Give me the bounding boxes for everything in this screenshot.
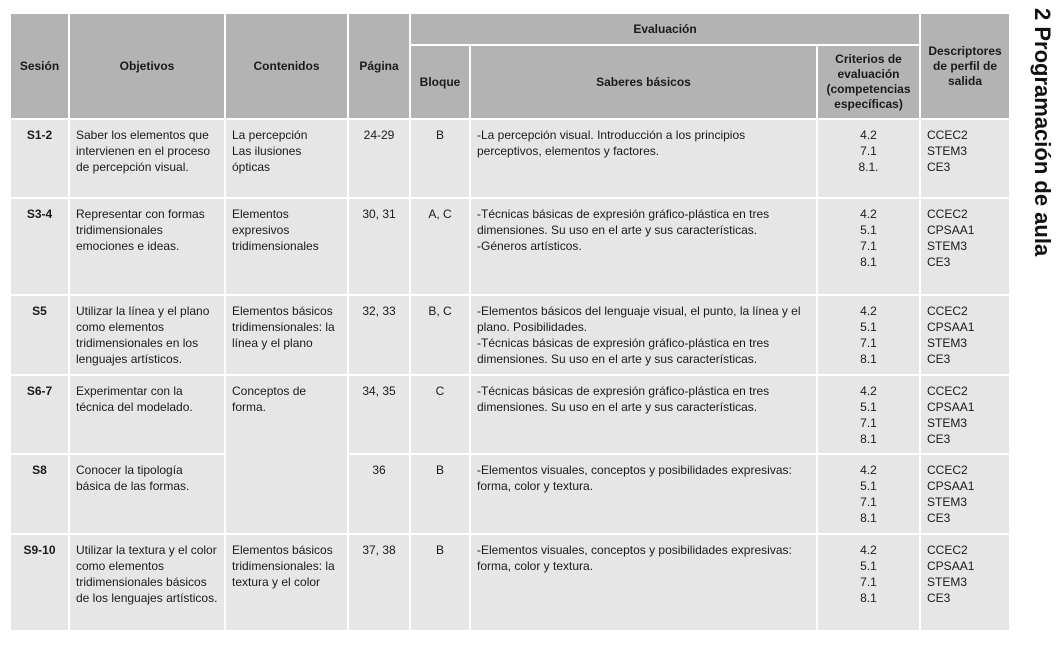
saberes-cell (470, 295, 817, 375)
contenidos-line: Elementos básicos tridimensionales: la línea y el plano (232, 304, 335, 350)
pagina-cell: 36 (348, 454, 410, 534)
section-title-vertical (1019, 8, 1059, 278)
contenidos-line: La percepción (232, 128, 308, 142)
criterio-value: 4.2 (860, 384, 877, 398)
pagina-cell: 24-29 (348, 119, 410, 198)
pagina-cell: 37, 38 (348, 534, 410, 631)
criterio-value: 8.1 (860, 352, 877, 366)
descriptor-value: CE3 (927, 255, 951, 269)
bloque-cell: B (410, 454, 470, 534)
criterio-value: 7.1 (860, 575, 877, 589)
contenidos-cell (225, 295, 348, 375)
header-evaluacion: Evaluación (410, 13, 920, 45)
objetivos-cell: Saber los elementos que intervienen en el proceso de percepción visual. (69, 119, 225, 198)
header-bloque: Bloque (410, 45, 470, 119)
descriptor-value: STEM3 (927, 144, 968, 158)
contenidos-line: Elementos expresivos tridimensionales (232, 207, 319, 253)
descriptor-value: CCEC2 (927, 384, 968, 398)
criterios-cell (817, 375, 920, 454)
descriptores-cell (920, 198, 1010, 295)
criterio-value: 4.2 (860, 463, 877, 477)
criterio-value: 8.1 (860, 255, 877, 269)
descriptor-value: CPSAA1 (927, 223, 975, 237)
objetivos-cell: Representar con formas tridimensionales emociones e ideas. (69, 198, 225, 295)
contenidos-line: Elementos básicos tridimensionales: la textura y el color (232, 543, 335, 589)
descriptores-cell (920, 454, 1010, 534)
saberes-cell (470, 375, 817, 454)
pagina-cell: 30, 31 (348, 198, 410, 295)
section-title: 2 Programación de aula (1030, 8, 1055, 257)
criterios-cell (817, 119, 920, 198)
criterios-cell (817, 534, 920, 631)
descriptores-cell (920, 119, 1010, 198)
pagina-cell: 32, 33 (348, 295, 410, 375)
descriptor-value: CE3 (927, 160, 951, 174)
criterio-value: 7.1 (860, 144, 877, 158)
criterio-value: 5.1 (860, 223, 877, 237)
contenidos-line: Las ilusiones ópticas (232, 144, 302, 174)
saberes-line: -Géneros artísticos. (477, 239, 582, 253)
descriptor-value: STEM3 (927, 495, 968, 509)
table-row (10, 295, 1010, 375)
descriptor-value: STEM3 (927, 416, 968, 430)
descriptor-value: CCEC2 (927, 543, 968, 557)
table-row (10, 375, 1010, 454)
criterio-value: 8.1 (860, 591, 877, 605)
bloque-cell: B (410, 119, 470, 198)
table-row (10, 198, 1010, 295)
descriptor-value: STEM3 (927, 575, 968, 589)
descriptor-value: STEM3 (927, 336, 968, 350)
descriptor-value: CCEC2 (927, 463, 968, 477)
sesion-cell: S5 (10, 295, 69, 375)
criterio-value: 5.1 (860, 559, 877, 573)
saberes-cell (470, 119, 817, 198)
bloque-cell: A, C (410, 198, 470, 295)
sesion-cell: S3-4 (10, 198, 69, 295)
table-row (10, 454, 1010, 534)
contenidos-cell (225, 534, 348, 631)
bloque-cell: B (410, 534, 470, 631)
header-objetivos: Objetivos (69, 13, 225, 119)
saberes-line: -Elementos básicos del lenguaje visual, el punto, la línea y el plano. Posibilidades. (477, 304, 801, 334)
criterio-value: 7.1 (860, 239, 877, 253)
criterio-value: 4.2 (860, 207, 877, 221)
header-pagina: Página (348, 13, 410, 119)
contenidos-line: Conceptos de forma. (232, 384, 307, 414)
descriptor-value: CE3 (927, 511, 951, 525)
criterio-value: 5.1 (860, 479, 877, 493)
descriptores-cell (920, 295, 1010, 375)
descriptor-value: CPSAA1 (927, 479, 975, 493)
descriptor-value: CE3 (927, 352, 951, 366)
criterio-value: 5.1 (860, 400, 877, 414)
header-contenidos: Contenidos (225, 13, 348, 119)
bloque-cell: C (410, 375, 470, 454)
sesion-cell: S1-2 (10, 119, 69, 198)
criterio-value: 7.1 (860, 416, 877, 430)
saberes-line: -La percepción visual. Introducción a los principios perceptivos, elementos y factores. (477, 128, 746, 158)
descriptores-cell (920, 375, 1010, 454)
sesion-cell: S6-7 (10, 375, 69, 454)
criterio-value: 7.1 (860, 495, 877, 509)
criterios-cell (817, 295, 920, 375)
objetivos-cell: Utilizar la línea y el plano como elementos tridimensionales en los lenguajes artísticos. (69, 295, 225, 375)
criterio-value: 8.1. (858, 160, 879, 174)
descriptor-value: CCEC2 (927, 207, 968, 221)
descriptor-value: CE3 (927, 432, 951, 446)
criterio-value: 7.1 (860, 336, 877, 350)
criterio-value: 4.2 (860, 543, 877, 557)
descriptor-value: CE3 (927, 591, 951, 605)
descriptor-value: CPSAA1 (927, 320, 975, 334)
saberes-cell (470, 454, 817, 534)
contenidos-cell (225, 375, 348, 534)
table-row (10, 534, 1010, 631)
saberes-cell (470, 198, 817, 295)
saberes-line: -Técnicas básicas de expresión gráfico-plástica en tres dimensiones. Su uso en el arte y sus características. (477, 207, 770, 237)
sesion-cell: S8 (10, 454, 69, 534)
descriptor-value: CCEC2 (927, 304, 968, 318)
header-descriptores: Descriptores de perfil de salida (920, 13, 1010, 119)
saberes-line: -Elementos visuales, conceptos y posibilidades expresivas: forma, color y textura. (477, 543, 792, 573)
descriptores-cell (920, 534, 1010, 631)
bloque-cell: B, C (410, 295, 470, 375)
contenidos-cell (225, 119, 348, 198)
criterios-cell (817, 454, 920, 534)
saberes-line: -Técnicas básicas de expresión gráfico-plástica en tres dimensiones. Su uso en el arte y sus características. (477, 336, 770, 366)
contenidos-cell (225, 198, 348, 295)
pagina-cell: 34, 35 (348, 375, 410, 454)
objetivos-cell: Conocer la tipología básica de las formas. (69, 454, 225, 534)
header-sesion: Sesión (10, 13, 69, 119)
programacion-table (9, 12, 1011, 632)
criterio-value: 8.1 (860, 511, 877, 525)
criterio-value: 4.2 (860, 128, 877, 142)
saberes-line: -Técnicas básicas de expresión gráfico-plástica en tres dimensiones. Su uso en el arte y sus características. (477, 384, 770, 414)
header-criterios: Criterios de evaluación (competencias específicas) (817, 45, 920, 119)
sesion-cell: S9-10 (10, 534, 69, 631)
saberes-cell (470, 534, 817, 631)
criterios-cell (817, 198, 920, 295)
descriptor-value: CPSAA1 (927, 559, 975, 573)
objetivos-cell: Experimentar con la técnica del modelado. (69, 375, 225, 454)
criterio-value: 4.2 (860, 304, 877, 318)
descriptor-value: CPSAA1 (927, 400, 975, 414)
descriptor-value: STEM3 (927, 239, 968, 253)
objetivos-cell: Utilizar la textura y el color como elementos tridimensionales básicos de los lenguajes artísticos. (69, 534, 225, 631)
criterio-value: 5.1 (860, 320, 877, 334)
criterio-value: 8.1 (860, 432, 877, 446)
table-row (10, 119, 1010, 198)
header-saberes: Saberes básicos (470, 45, 817, 119)
saberes-line: -Elementos visuales, conceptos y posibilidades expresivas: forma, color y textura. (477, 463, 792, 493)
descriptor-value: CCEC2 (927, 128, 968, 142)
